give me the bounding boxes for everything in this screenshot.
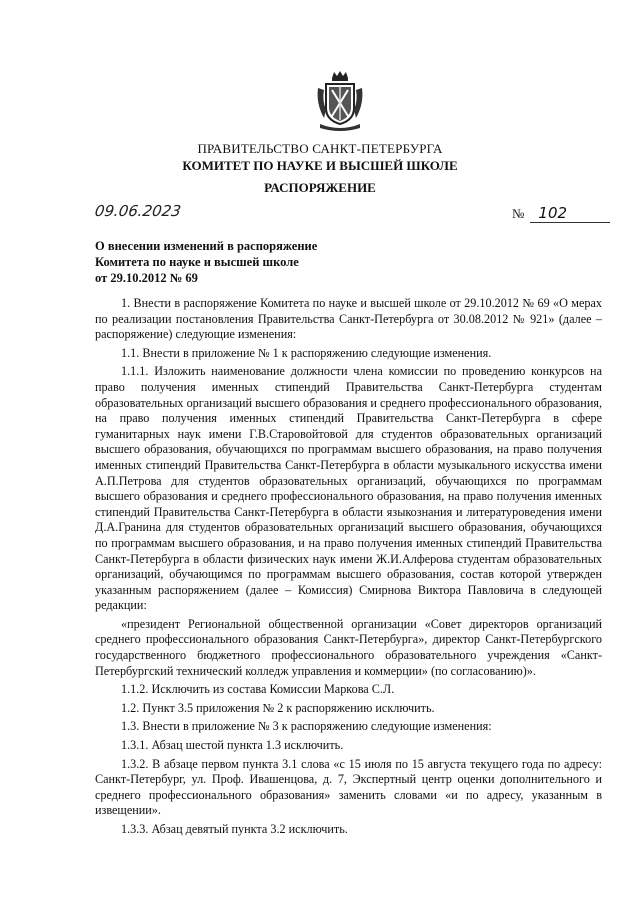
subject-line: Комитета по науке и высшей школе (95, 255, 299, 269)
document-subject (95, 238, 317, 286)
document-type: РАСПОРЯЖЕНИЕ (264, 180, 376, 195)
paragraph: 1.3.2. В абзаце первом пункта 3.1 слова «с 15 июля по 15 августа текущего года по адресу: Санкт-Петербург, ул. Проф. Ивашенцова, д. 7, Экспертный центр оценки дополнительного и среднего профессионального образования» заменить словами «и по адресу, указанным в извещении». (95, 756, 602, 818)
subject-line: О внесении изменений в распоряжение (95, 239, 318, 253)
paragraph: 1.3. Внести в приложение № 3 к распоряжению следующие изменения: (121, 719, 492, 734)
subject-line: от 29.10.2012 № 69 (95, 271, 198, 285)
paragraph: 1.1.2. Исключить из состава Комиссии Маркова С.Л. (121, 682, 395, 697)
organization-name: ПРАВИТЕЛЬСТВО САНКТ-ПЕТЕРБУРГА (197, 141, 443, 156)
committee-name: КОМИТЕТ ПО НАУКЕ И ВЫСШЕЙ ШКОЛЕ (182, 158, 458, 173)
document-date: 09.06.2023 (93, 202, 183, 220)
document-number (512, 204, 610, 223)
paragraph: 1.1. Внести в приложение № 1 к распоряжению следующие изменения. (121, 345, 492, 360)
paragraph: 1.2. Пункт 3.5 приложения № 2 к распоряжению исключить. (121, 700, 435, 715)
paragraph: 1. Внести в распоряжение Комитета по науке и высшей школе от 29.10.2012 № 69 «О мерах по реализации постановления Правительства Санкт-Петербурга от 30.08.2012 № 921» (далее – распоряжение) следующие изменения: (95, 296, 602, 342)
coat-of-arms-icon (314, 70, 366, 134)
paragraph: «президент Региональной общественной организации «Совет директоров организаций среднего профессионального образования Санкт-Петербурга», директор Санкт-Петербургского государственного бюджетного профессионального образовательного учреждения «Санкт-Петербургский технический колледж управления и коммерции» (по согласованию)». (95, 616, 602, 678)
paragraph: 1.3.1. Абзац шестой пункта 1.3 исключить. (121, 738, 344, 753)
paragraph: 1.1.1. Изложить наименование должности члена комиссии по проведению конкурсов на право получения именных стипендий Правительства Санкт-Петербурга студентам образовательных организаций высшего образования и среднего профессионального образования, на право получения именных стипендий Правительства Санкт-Петербурга в сфере гуманитарных наук имени Г.В.Старовойтовой для студентов образовательных организаций высшего образования, обучающихся по программам высшего образования, на право получения именных стипендий Правительства Санкт-Петербурга в области музыкального искусства имени А.П.Петрова для студентов образовательных организаций, обучающихся по программам высшего образования и среднего профессионального образования, на право получения именных стипендий Правительства Санкт-Петербурга в области языкознания и литературоведения имени Д.А.Гранина для студентов образовательных организаций высшего образования, обучающихся по программам высшего образования, и на право получения именных стипендий Правительства Санкт-Петербурга в области физических наук имени Ж.И.Алферова студентам образовательных организаций, обучающимся по программам высшего образования, состав которой утвержден указанным распоряжением (далее – Комиссия) Смирнова Виктора Павловича в следующей редакции: (95, 364, 602, 613)
number-label: № (512, 206, 525, 221)
paragraph: 1.3.3. Абзац девятый пункта 3.2 исключить. (121, 822, 348, 836)
number-value: 102 (530, 204, 610, 223)
document-body (95, 296, 602, 838)
